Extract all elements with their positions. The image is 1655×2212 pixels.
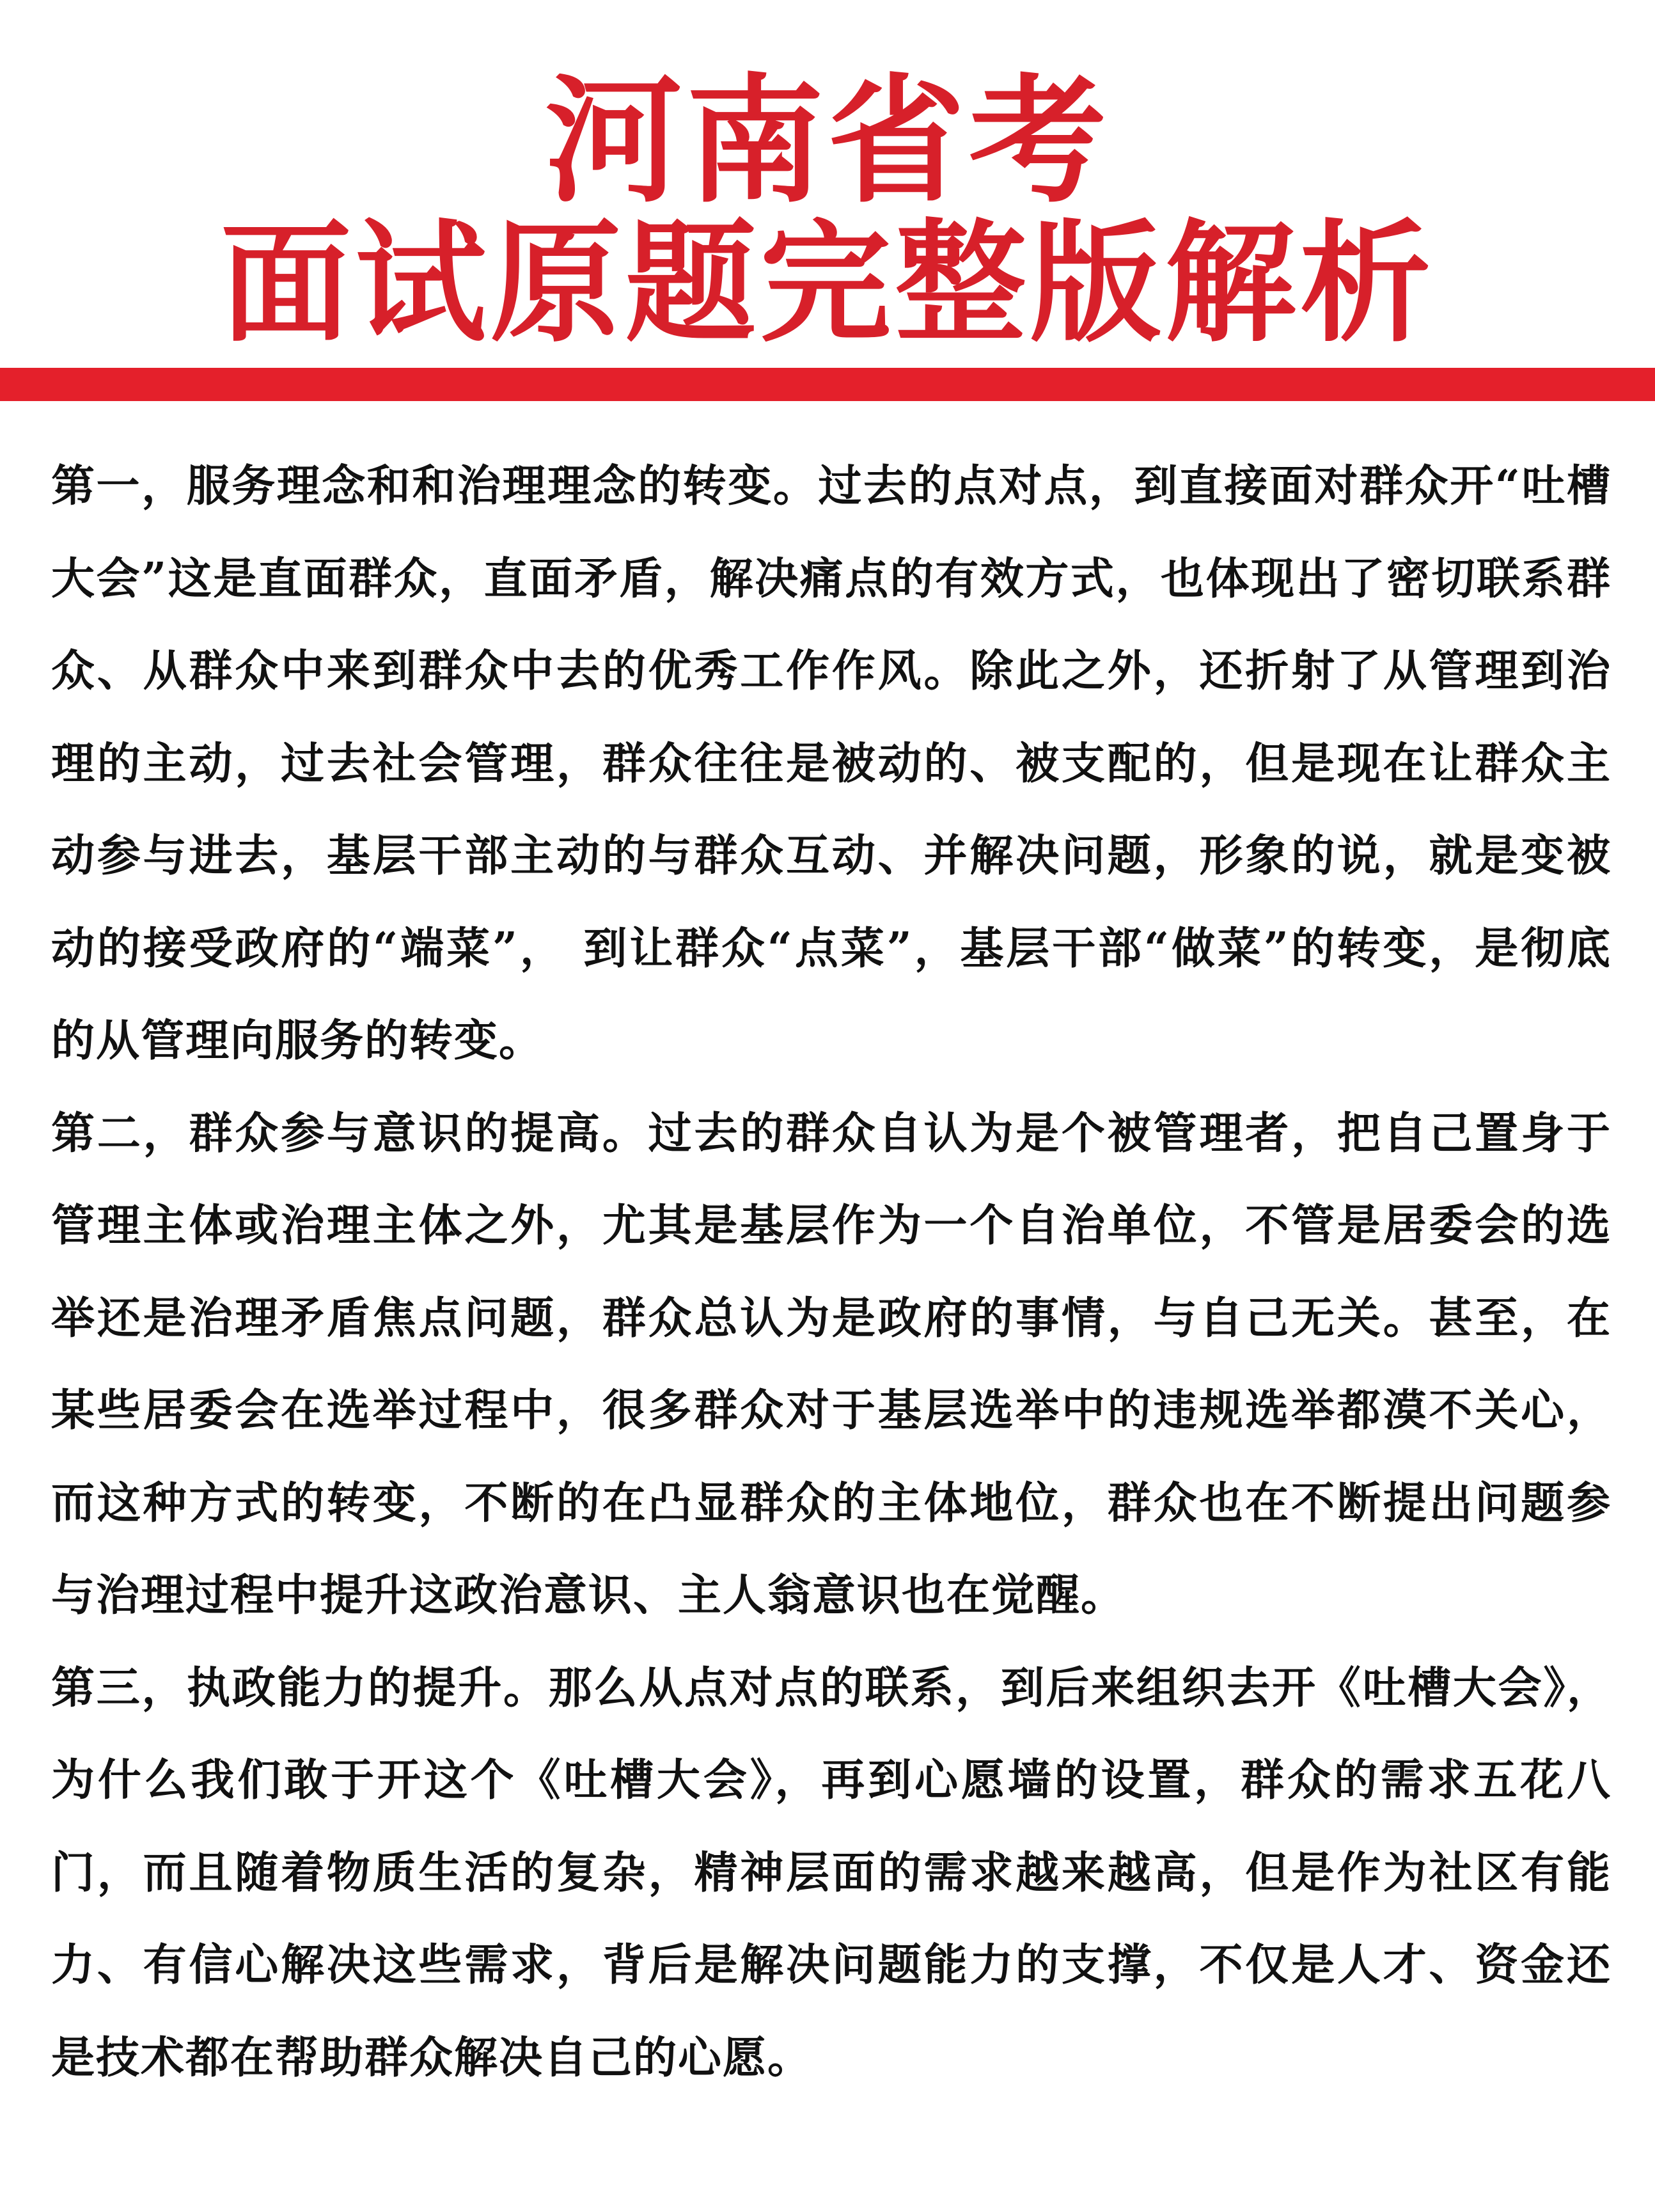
title-line-2: 面试原题完整版解析 xyxy=(220,207,1435,360)
page-header xyxy=(0,0,1655,358)
title-line-1: 河南省考 xyxy=(545,59,1110,221)
paragraph-3: 第三，执政能力的提升。那么从点对点的联系，到后来组织去开《吐槽大会》，为什么我们敢于开这个《吐槽大会》，再到心愿墙的设置，群众的需求五花八门，而且随着物质生活的复杂，精神层面的需求越来越高，但是作为社区有能力、有信心解决这些需求，背后是解决问题能力的支撑，不仅是人才、资金还是技术都在帮助群众解决自己的心愿。 xyxy=(51,1662,1612,2083)
divider-bar xyxy=(0,368,1655,401)
paragraph-2: 第二，群众参与意识的提高。过去的群众自认为是个被管理者，把自己置身于管理主体或治理主体之外，尤其是基层作为一个自治单位，不管是居委会的选举还是治理矛盾焦点问题，群众总认为是政府的事情，与自己无关。甚至，在某些居委会在选举过程中，很多群众对于基层选举中的违规选举都漠不关心，而这种方式的转变，不断的在凸显群众的主体地位，群众也在不断提出问题参与治理过程中提升这政治意识、主人翁意识也在觉醒。 xyxy=(51,1107,1612,1621)
article-body xyxy=(51,440,1612,2104)
paragraph-1: 第一，服务理念和和治理理念的转变。过去的点对点，到直接面对群众开“吐槽大会”这是直面群众，直面矛盾，解决痛点的有效方式，也体现出了密切联系群众、从群众中来到群众中去的优秀工作作风。除此之外，还折射了从管理到治理的主动，过去社会管理，群众往往是被动的、被支配的，但是现在让群众主动参与进去，基层干部主动的与群众互动、并解决问题，形象的说，就是变被动的接受政府的“端菜”， 到让群众“点菜”，基层干部“做菜”的转变，是彻底的从管理向服务的转变。 xyxy=(51,461,1612,1066)
